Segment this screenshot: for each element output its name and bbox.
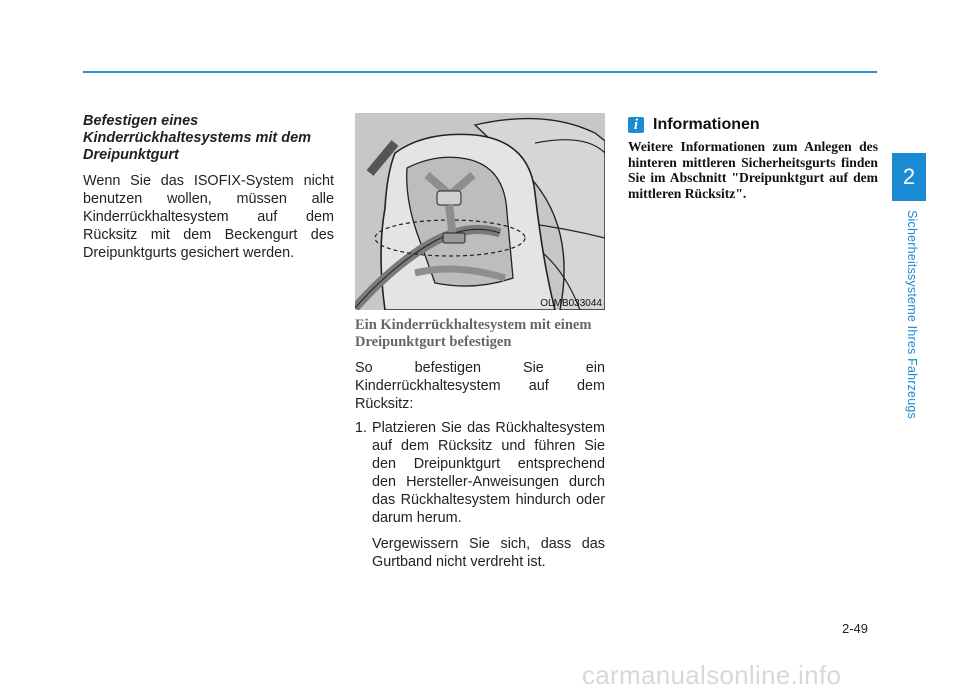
child-seat-illustration [355, 113, 605, 310]
watermark: carmanualsonline.info [582, 660, 842, 690]
section-paragraph: Wenn Sie das ISOFIX-System nicht benutzen wollen, müssen alle Kinderrückhaltesystem auf dem Rücksitz mit dem Beckengurt des Dreipunktgurts gesichert werden. [83, 173, 334, 261]
list-item [355, 419, 605, 527]
image-code: OLMB033044 [540, 298, 602, 309]
info-header [628, 113, 878, 137]
child-seat-drawing [355, 113, 605, 310]
step-list [355, 419, 605, 527]
middle-column [355, 113, 605, 571]
instructions-intro: So befestigen Sie ein Kinderrückhaltesystem auf dem Rücksitz: [355, 360, 605, 412]
info-icon: i [628, 117, 644, 133]
chapter-label-container [905, 210, 929, 450]
info-text: Weitere Informationen zum Anlegen des hinteren mittleren Sicherheitsgurts finden Sie im Abschnitt "Dreipunktgurt auf dem mittleren Rücksitz". [628, 139, 878, 201]
page-number: 2-49 [842, 621, 869, 636]
chapter-tab [892, 153, 926, 201]
step-note: Vergewissern Sie sich, dass das Gurtband nicht verdreht ist. [372, 536, 605, 570]
image-caption: Ein Kinderrückhaltesystem mit einem Dreipunktgurt befestigen [355, 317, 592, 350]
section-heading: Befestigen eines Kinderrückhaltesystems mit dem Dreipunktgurt [83, 113, 312, 163]
info-title: Informationen [653, 116, 760, 133]
step-number: 1. [355, 420, 368, 436]
left-column [83, 113, 334, 262]
chapter-number: 2 [902, 164, 916, 189]
top-divider [83, 71, 877, 73]
step-text: Platzieren Sie das Rückhaltesystem auf dem Rücksitz und führen Sie den Dreipunktgurt entsprechend den Hersteller-Anweisungen durch das Rückhaltesystem hindurch oder darum herum. [372, 420, 605, 526]
chapter-title: Sicherheitssysteme Ihres Fahrzeugs [905, 210, 919, 419]
info-box [628, 113, 878, 201]
